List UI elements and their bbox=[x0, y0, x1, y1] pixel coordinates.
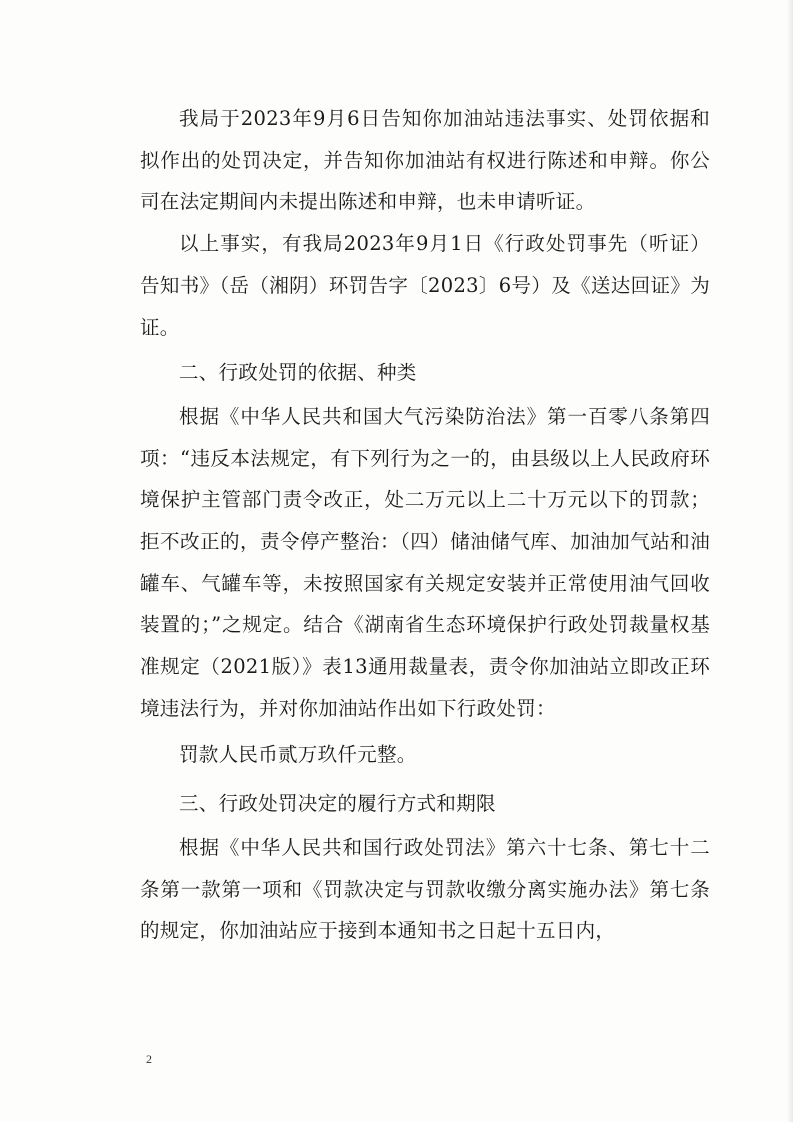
paragraph-execution-terms: 根据《中华人民共和国行政处罚法》第六十七条、第七十二条第一款第一项和《罚款决定与罚款收缴分离实施办法》第七条的规定，你加油站应于接到本通知书之日起十五日内， bbox=[140, 835, 710, 943]
paragraph-evidence: 以上事实，有我局2023年9月1日《行政处罚事先（听证）告知书》（岳（湘阴）环罚告字〔2023〕6号）及《送达回证》为证。 bbox=[140, 232, 710, 339]
scan-edge-shadow bbox=[787, 0, 793, 1122]
paragraph-fine-amount: 罚款人民币贰万玖仟元整。 bbox=[179, 742, 417, 766]
section-heading-execution: 三、行政处罚决定的履行方式和期限 bbox=[179, 792, 496, 816]
paragraph-notification: 我局于2023年9月6日告知你加油站违法事实、处罚依据和拟作出的处罚决定，并告知你加油站有权进行陈述和申辩。你公司在法定期间内未提出陈述和申辩，也未申请听证。 bbox=[140, 107, 710, 214]
paragraph-legal-basis: 根据《中华人民共和国大气污染防治法》第一百零八条第四项：“违反本法规定，有下列行为之一的，由县级以上人民政府环境保护主管部门责令改正，处二万元以上二十万元以下的罚款；拒不改正的，责令停产整治：（四）储油储气库、加油加气站和油罐车、气罐车等，未按照国家有关规定安装并正常使用油气回收装置的；”之规定。结合《湖南省生态环境保护行政处罚裁量权基准规定（2021版）》表13通用裁量表，责令你加油站立即改正环境违法行为，并对你加油站作出如下行政处罚： bbox=[140, 404, 710, 720]
page-number: 2 bbox=[146, 1052, 152, 1066]
document-body bbox=[140, 98, 710, 952]
section-heading-basis: 二、行政处罚的依据、种类 bbox=[179, 361, 417, 385]
